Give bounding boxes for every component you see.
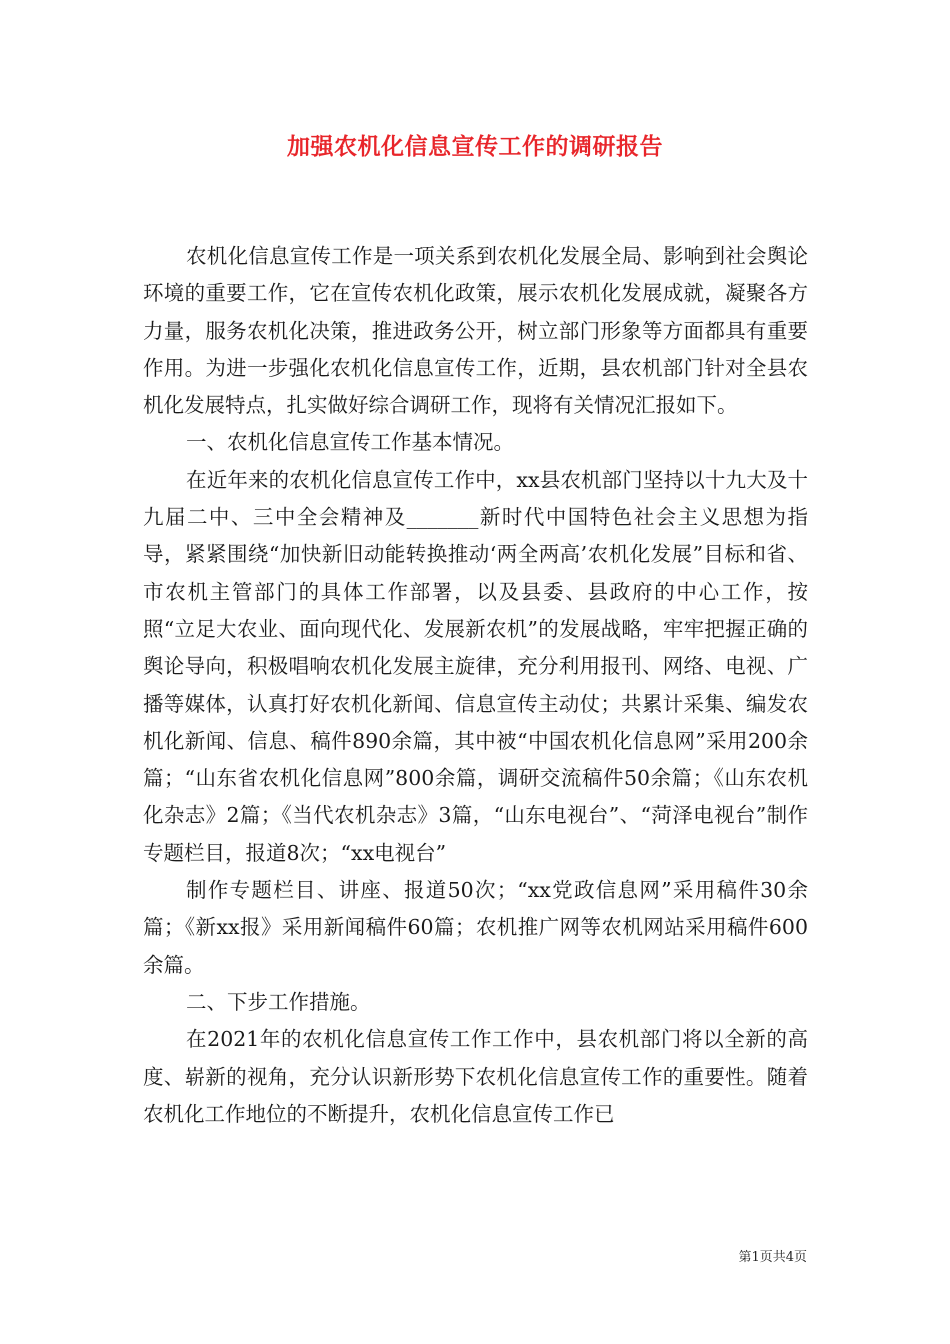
section-heading-2: 二、下步工作措施。	[186, 989, 371, 1014]
page-indicator: 第1页共4页	[738, 1250, 807, 1265]
document-title: 加强农机化信息宣传工作的调研报告	[287, 133, 663, 160]
paragraph-intro: 农机化信息宣传工作是一项关系到农机化发展全局、影响到社会舆论环境的重要工作，它在宣传农机化政策，展示农机化发展成就，凝聚各方力量，服务农机化决策，推进政务公开，树立部门形象等方面都具有重要作用。为进一步强化农机化信息宣传工作，近期，县农机部门针对全县农机化发展特点，扎实做好综合调研工作，现将有关情况汇报如下。	[143, 244, 808, 418]
paragraph-basic-situation: 在近年来的农机化信息宣传工作中，xx县农机部门坚持以十九大及十九届二中、三中全会精神及_______新时代中国特色社会主义思想为指导，紧紧围绕“加快新旧动能转换推动‘两全两高’农机化发展”目标和省、市农机主管部门的具体工作部署，以及县委、县政府的中心工作，按照“立足大农业、面向现代化、发展新农机”的发展战略，牢牢把握正确的舆论导向，积极唱响农机化发展主旋律，充分利用报刊、网络、电视、广播等媒体，认真打好农机化新闻、信息宣传主动仗；共累计采集、编发农机化新闻、信息、稿件890余篇，其中被“中国农机化信息网”采用200余篇；“山东省农机化信息网”800余篇，调研交流稿件50余篇；《山东农机化杂志》2篇；《当代农机杂志》3篇，“山东电视台”、“菏泽电视台”制作专题栏目，报道8次；“xx电视台”	[143, 467, 808, 865]
paragraph-next-steps: 在2021年的农机化信息宣传工作工作中，县农机部门将以全新的高度、崭新的视角，充分认识新形势下农机化信息宣传工作的重要性。随着农机化工作地位的不断提升，农机化信息宣传工作已	[143, 1027, 808, 1126]
section-heading-1: 一、农机化信息宣传工作基本情况。	[186, 430, 515, 455]
document-body	[143, 238, 808, 1133]
paragraph-basic-situation-cont: 制作专题栏目、讲座、报道50次；“xx党政信息网”采用稿件30余篇；《新xx报》采用新闻稿件60篇；农机推广网等农机网站采用稿件600余篇。	[143, 878, 808, 977]
